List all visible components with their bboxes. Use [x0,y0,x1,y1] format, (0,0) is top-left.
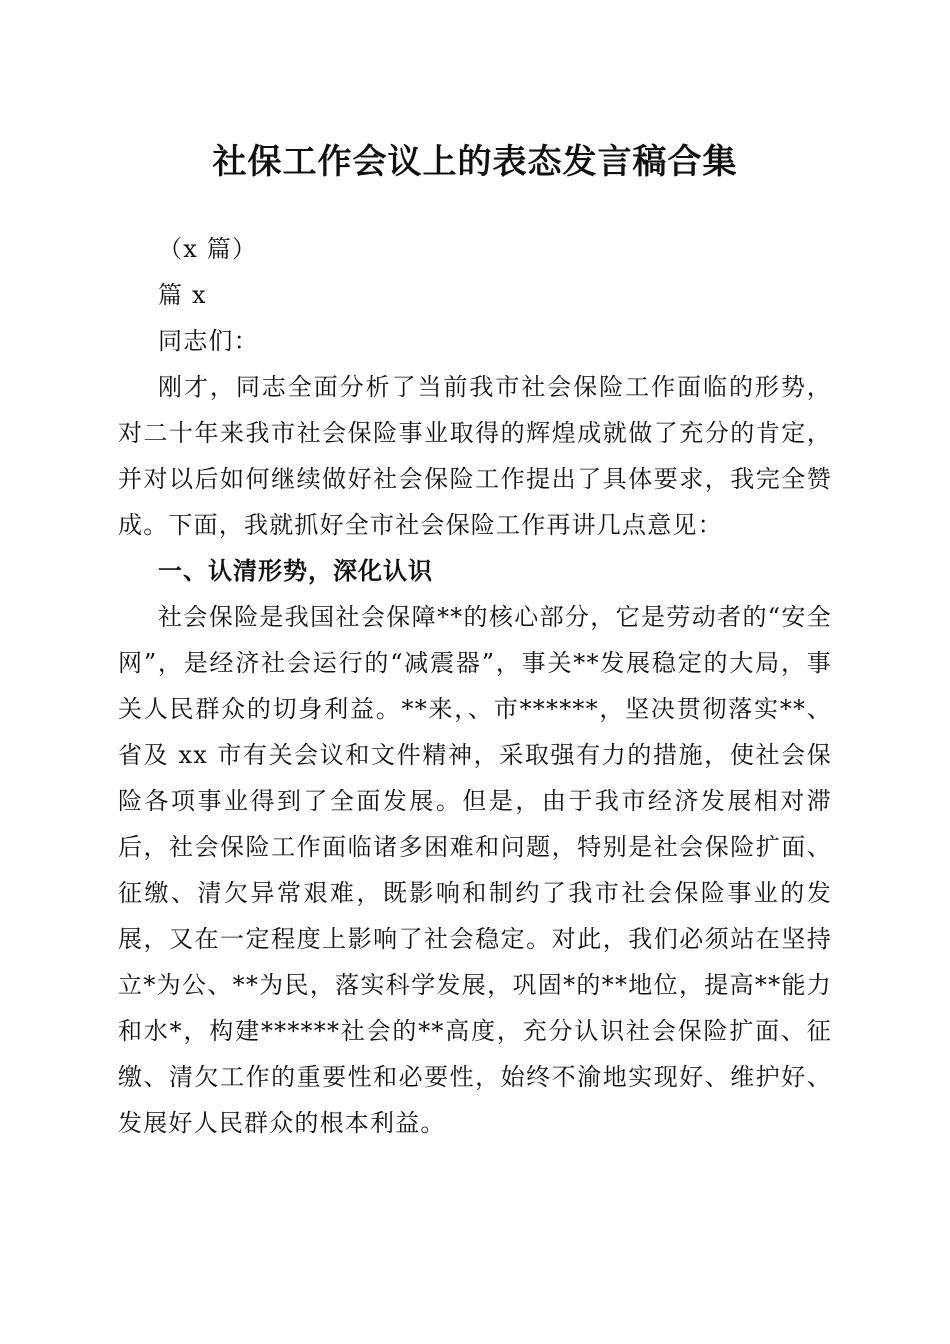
count-note: （x 篇） [158,235,258,263]
intro-paragraph: 刚才，同志全面分析了当前我市社会保险工作面临的形势，对二十年来我市社会保险事业取得的辉煌成就做了充分的肯定，并对以后如何继续做好社会保险工作提出了具体要求，我完全赞成。下面，我就抓好全市社会保险工作再讲几点意见： [118,373,832,539]
section-heading: 一、认清形势，深化认识 [158,557,433,585]
section-paragraph: 社会保险是我国社会保障**的核心部分，它是劳动者的“安全网”，是经济社会运行的“减震器”，事关**发展稳定的大局，事关人民群众的切身利益。**来，、市******，坚决贯彻落实**、省及 xx 市有关会议和文件精神，采取强有力的措施，使社会保险各项事业得到了全面发展。但是，由于我市经济发展相对滞后，社会保险工作面临诸多困难和问题，特别是社会保险扩面、征缴、清欠异常艰难，既影响和制约了我市社会保险事业的发展，又在一定程度上影响了社会稳定。对此，我们必须站在坚持立*为公、**为民，落实科学发展，巩固*的**地位，提高**能力和水*，构建******社会的**高度，充分认识社会保险扩面、征缴、清欠工作的重要性和必要性，始终不渝地实现好、维护好、发展好人民群众的根本利益。 [118,603,832,1137]
greeting: 同志们： [158,327,259,355]
document-body [118,226,832,1146]
article-label: 篇 x [158,281,207,309]
document-title: 社保工作会议上的表态发言稿合集 [212,142,738,182]
